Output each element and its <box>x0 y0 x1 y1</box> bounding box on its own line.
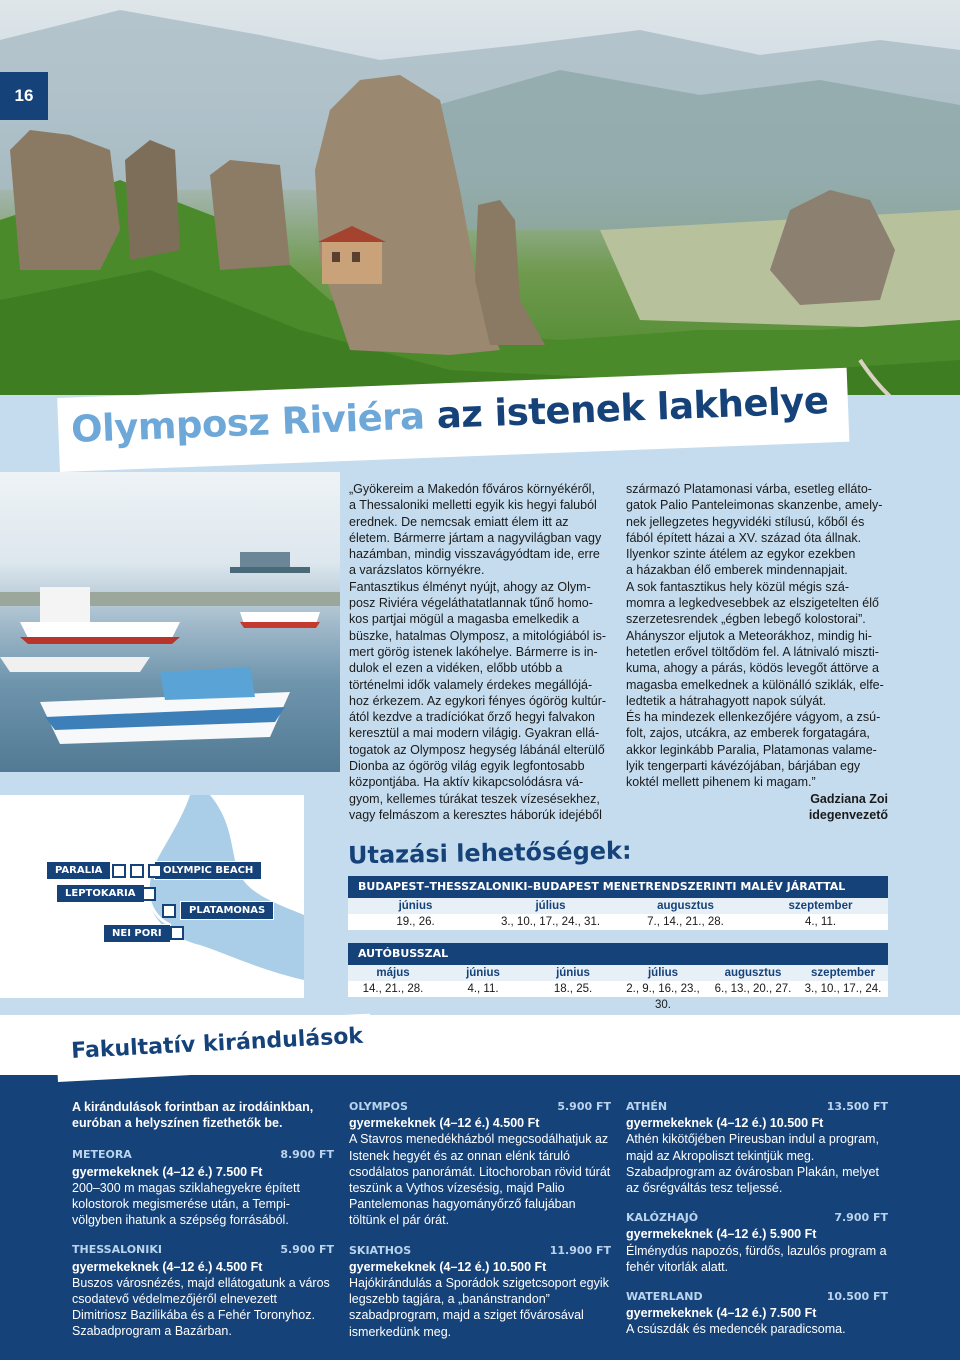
excursion-name: OLYMPOS <box>349 1100 408 1113</box>
excursions-title: Fakultatív kirándulások <box>70 1023 364 1064</box>
quote-line: A sok fantasztikus hely közül mégis szá- <box>626 579 850 594</box>
excursion-thessaloniki <box>72 1242 334 1339</box>
quote-line: fából épített házai a XV. század óta állnak. <box>626 530 862 545</box>
excursion-kids-price: gyermekeknek (4–12 é.) 4.500 Ft <box>349 1116 540 1131</box>
excursions-column-3 <box>626 1099 888 1352</box>
quote-line: koktél mellett pihenem ki magam.” <box>626 775 816 790</box>
travel-options-title: Utazási lehetőségek: <box>347 836 632 870</box>
quote-column-1 <box>349 481 614 823</box>
map-marker-paralia-2 <box>130 864 144 878</box>
month-header-cell: június <box>466 967 500 979</box>
quote-line: dulok el ezen a vidéken, előbb utóbb a <box>349 661 563 676</box>
excursion-price: 5.900 FT <box>557 1100 611 1113</box>
quote-line: hoz érkezem. Az egykori fényes ógörög kultúr- <box>349 693 607 708</box>
quote-line: gatok Palio Panteleimonas skanzenbe, amely- <box>626 498 883 513</box>
excursion-kids-price: gyermekeknek (4–12 é.) 10.500 Ft <box>626 1116 824 1131</box>
quote-line: központjába. Ha aktív kikapcsolódásra vá- <box>349 775 584 790</box>
quote-line: mert görög istenek lakóhelye. Bármerre is in- <box>349 644 598 659</box>
title-part2: az istenek lakhelye <box>435 378 830 437</box>
quote-line: folt, zajos, utcákra, az emberek forgatagára, <box>626 726 870 741</box>
quote-line: ától kezdve a tradíciókat őrző hegyi falvakon <box>349 710 595 725</box>
date-cell: 14., 21., 28. <box>362 983 424 995</box>
quote-column-2 <box>626 481 891 791</box>
title-part1: Olymposz Riviéra <box>70 394 426 451</box>
quote-line: nek jellegzetes hegyvidéki stílusú, kőből és <box>626 514 865 529</box>
date-cell: 2., 9., 16., 23., 30. <box>626 983 700 1011</box>
map-label-leptokaria: LEPTOKARIA <box>56 884 145 903</box>
excursion-desc: A Stavros menedékházból megcsodálhatjuk az Istenek hegyét és az onnan elénk táruló csodálatos panorámát. Litochoroban rövid túrát teszünk a Vythos vízesésig, majd Palio Pantelemonas hagyományőrző falujában töltünk el pár órát. <box>349 1132 611 1228</box>
quote-line: ledtetik a hátrahagyott napok súlyát. <box>626 693 827 708</box>
excursion-price: 13.500 FT <box>826 1100 888 1113</box>
excursion-name: THESSALONIKI <box>72 1243 162 1257</box>
map-label-paralia: PARALIA <box>46 861 111 880</box>
month-header-cell: augusztus <box>657 900 714 912</box>
quote-line: posz Riviéra végeláthatatlannak tűnő homo- <box>349 596 593 611</box>
excursion-skiathos <box>349 1243 611 1340</box>
month-header-cell: június <box>556 967 590 979</box>
excursion-name: SKIATHOS <box>349 1243 412 1257</box>
bus-months-row <box>348 965 888 981</box>
map-marker-leptokaria <box>142 887 156 901</box>
quote-line: És ha mindezek ellenkezőjére vágyom, a zsú- <box>626 710 881 725</box>
quote-line: büszke, hatalmas Olymposz, a mitológiából is- <box>349 628 607 643</box>
quote-line: gyom, kellemes túrákat teszek vízesésekhez, <box>349 791 600 806</box>
excursion-desc: Hajókirándulás a Sporádok szigetcsoport egyik legszebb tagjára, a „banánstrandon” szabadprogram, majd a sziget fővárosával ismerkedünk meg. <box>349 1276 609 1339</box>
date-cell: 6., 13., 20., 27. <box>714 983 792 995</box>
quote-line: lyik tengerparti kávézójában, bárjában egy <box>626 759 861 774</box>
map-label-olympic-beach: OLYMPIC BEACH <box>154 861 262 880</box>
date-cell: 7., 14., 21., 28. <box>647 916 724 928</box>
month-header-cell: július <box>647 967 679 979</box>
quote-line: hetetlen erővel töltődöm fel. A látnivaló miszti- <box>626 644 879 659</box>
map-marker-nei-pori <box>170 926 184 940</box>
map-label-platamonas: PLATAMONAS <box>180 901 274 920</box>
signature <box>760 791 888 823</box>
quote-line: „Gyökereim a Makedón főváros környékéről, <box>349 482 595 496</box>
quote-line: momra a legkedvesebbek az elszigetelten élő <box>626 596 879 611</box>
date-cell: 18., 25. <box>553 983 593 995</box>
date-cell: 4., 11. <box>467 983 499 995</box>
month-header-cell: szeptember <box>811 967 875 979</box>
month-header-cell: szeptember <box>788 900 853 912</box>
quote-line: szerzetesrendek „égben lebegő kolostorai”. <box>626 612 866 627</box>
quote-line: Ilyenkor szinte átélem az egykor ezekben <box>626 547 856 562</box>
excursion-olympos <box>349 1099 611 1229</box>
excursion-kids-price: gyermekeknek (4–12 é.) 5.900 Ft <box>626 1227 817 1242</box>
excursion-price: 5.900 FT <box>280 1243 334 1257</box>
excursion-desc: Buszos városnézés, majd ellátogatunk a város csodatevő védelmezőjéről elnevezett Dimitriosz Bazilikába és a Fehér Toronyhoz. Szabadprogram a Bazárban. <box>72 1275 330 1339</box>
quote-line: történelmi idők valamely érdekes megállójá- <box>349 677 593 692</box>
month-header-cell: augusztus <box>724 967 782 979</box>
author-name: Gadziana Zoi <box>810 792 888 806</box>
excursions-column-1 <box>72 1099 334 1354</box>
quote-line: a varázslatos környékre. <box>349 563 485 578</box>
quote-line: kos partjai mögül a magasba emelkedik a <box>349 612 579 627</box>
flight-schedule-table <box>348 876 888 930</box>
bus-dates-row <box>348 981 888 1011</box>
map-marker-olympic-beach <box>148 864 162 878</box>
date-cell: 3., 10., 17., 24. <box>804 983 882 995</box>
quote-line: hazámban, mindig visszavágyódtam ide, erre <box>349 547 600 562</box>
bus-header: AUTÓBUSSZAL <box>348 943 888 965</box>
excursion-desc: Athén kikötőjében Pireusban indul a program, majd az Akropoliszt tekintjük meg. Szabadprogram az óvárosban Plakán, melyet az ősrégváltás tesz teljessé. <box>626 1132 879 1196</box>
quote-line: vagy felmászom a keresztes háborúk idejéből <box>349 807 602 822</box>
excursion-price: 11.900 FT <box>549 1243 611 1257</box>
quote-line: a házakban élő emberek mindennapjait. <box>626 563 848 578</box>
quote-line: életem. Bármerre jártam a nagyvilágban vagy <box>349 530 602 545</box>
quote-line: keresztül a mai modern világig. Gyakran ellá- <box>349 726 600 741</box>
quote-line: kuma, ahogy a párás, ködös levegőt áttörve a <box>626 661 879 676</box>
excursion-price: 7.900 FT <box>834 1211 888 1225</box>
quote-line: Fantasztikus élményt nyújt, ahogy az Olym- <box>349 579 591 594</box>
excursion-kids-price: gyermekeknek (4–12 é.) 10.500 Ft <box>349 1259 547 1274</box>
quote-line: akkor leginkább Paralia, Platamonas valame- <box>626 742 877 757</box>
quote-line: magasba emelkednek a különálló sziklák, elfe- <box>626 677 884 692</box>
excursions-intro: A kirándulások forintban az irodáinkban, euróban a helyszínen fizethetők be. <box>72 1100 314 1131</box>
excursion-desc: A csúszdák és medencék paradicsoma. <box>626 1322 846 1337</box>
quote-line: togatok az Olymposz hegység lábánál elterülő <box>349 742 605 757</box>
quote-line: erednek. De nemcsak emiatt élem itt az <box>349 514 569 529</box>
excursion-name: WATERLAND <box>626 1290 703 1304</box>
excursion-kalozhajo <box>626 1210 888 1275</box>
excursion-name: KALÓZHAJÓ <box>626 1211 699 1225</box>
flight-months-row <box>348 898 888 914</box>
map-marker-paralia <box>112 864 126 878</box>
bus-schedule-table <box>348 943 888 1011</box>
month-header-cell: május <box>376 967 410 979</box>
quote-line: Ahányszor eljutok a Meteorákhoz, mindig hi- <box>626 628 872 643</box>
harbor-photo <box>0 472 340 772</box>
excursions-column-2 <box>349 1099 611 1354</box>
flight-header: BUDAPEST–THESSZALONIKI–BUDAPEST MENETRENDSZERINTI MALÉV JÁRATTAL <box>348 876 888 898</box>
date-cell: 4., 11. <box>804 916 837 928</box>
excursion-price: 8.900 FT <box>280 1148 334 1162</box>
date-cell: 19., 26. <box>396 916 435 928</box>
excursion-price: 10.500 FT <box>826 1290 888 1304</box>
excursion-meteora <box>72 1147 334 1228</box>
excursion-kids-price: gyermekeknek (4–12 é.) 7.500 Ft <box>72 1164 263 1179</box>
map-marker-platamonas <box>162 904 176 918</box>
excursion-kids-price: gyermekeknek (4–12 é.) 7.500 Ft <box>626 1306 817 1321</box>
quote-line: származó Platamonasi várba, esetleg elláto- <box>626 482 872 496</box>
excursion-desc: 200–300 m magas sziklahegyekre épített kolostorok megismerése után, a Tempi-völgyben ihatunk a szépség forrásából. <box>72 1180 300 1228</box>
quote-line: Dionba az ógörög világ egyik legfontosabb <box>349 759 585 774</box>
author-role: idegenvezető <box>808 808 888 822</box>
quote-line: a Thessaloniki melletti egyik kis hegyi faluból <box>349 498 597 513</box>
map-label-nei-pori: NEI PORI <box>103 924 171 943</box>
excursion-athen <box>626 1099 888 1196</box>
excursion-kids-price: gyermekeknek (4–12 é.) 4.500 Ft <box>72 1259 263 1274</box>
month-header-cell: július <box>535 900 566 912</box>
excursion-waterland <box>626 1289 888 1338</box>
date-cell: 3., 10., 17., 24., 31. <box>500 916 601 928</box>
excursion-name: METEORA <box>72 1148 132 1162</box>
excursion-desc: Élménydús napozós, fürdős, lazulós program a fehér vitorlák alatt. <box>626 1243 887 1274</box>
excursion-name: ATHÉN <box>626 1100 668 1113</box>
month-header-cell: június <box>398 900 433 912</box>
flight-dates-row <box>348 914 888 930</box>
page-number: 16 <box>0 72 48 120</box>
